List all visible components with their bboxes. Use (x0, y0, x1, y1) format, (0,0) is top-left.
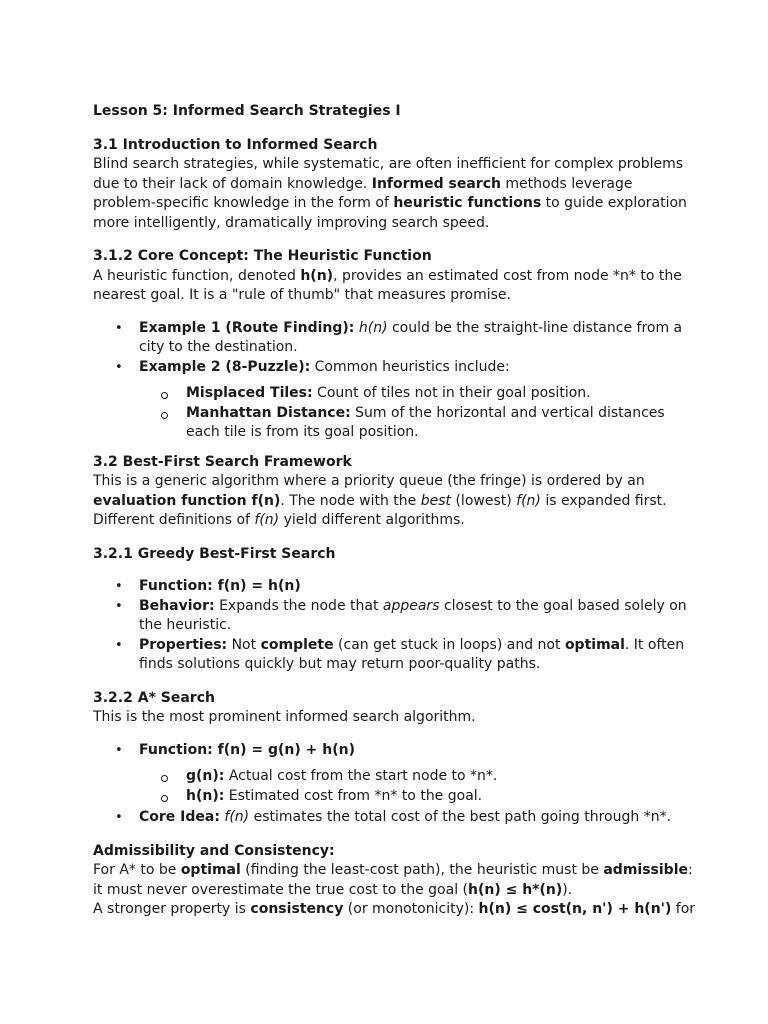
bullet-icon: • (115, 637, 123, 653)
bullet-icon: • (115, 742, 123, 758)
list-item: Misplaced Tiles: Count of tiles not in their goal position. (139, 384, 696, 404)
section-3-2-2-heading: 3.2.2 A* Search (93, 689, 215, 706)
lesson-title: Lesson 5: Informed Search Strategies I (93, 103, 401, 119)
circle-bullet-icon (161, 795, 168, 802)
astar-list (93, 741, 696, 828)
list-item: g(n): Actual cost from the start node to *n*. (139, 767, 696, 787)
section-3-1-2-paragraph: A heuristic function, denoted h(n), provides an estimated cost from node *n* to the nearest goal. It is a "rule of thumb" that measures promise. (93, 267, 682, 303)
section-3-1-heading: 3.1 Introduction to Informed Search (93, 136, 378, 153)
bullet-icon: • (115, 810, 123, 825)
astar-components-list (139, 767, 696, 806)
bullet-icon: • (115, 598, 123, 614)
circle-bullet-icon (161, 775, 168, 782)
section-3-1-paragraph: Blind search strategies, while systematic, are often inefficient for complex problems due to their lack of domain knowledge. Informed search methods leverage problem-specific knowledge in the form of heuristic functions to guide exploration more intelligently, dramatically improving search speed. (93, 156, 687, 231)
puzzle-heuristics-list (139, 384, 696, 443)
admissibility-paragraph: For A* to be optimal (finding the least-cost path), the heuristic must be admissible: it must never overestimate the true cost to the goal (h(n) ≤ h*(n)). (93, 862, 693, 898)
admissibility-heading: Admissibility and Consistency: (93, 842, 335, 859)
greedy-properties-list (93, 577, 696, 675)
bullet-icon: • (115, 320, 123, 336)
list-item: • Behavior: Expands the node that appears closest to the goal based solely on the heuristic. (115, 597, 687, 633)
list-item: • Function: f(n) = h(n) (93, 577, 696, 597)
list-item: • Core Idea: f(n) estimates the total cost of the best path going through *n*. (93, 808, 696, 828)
circle-bullet-icon (161, 392, 168, 399)
list-item: • Function: f(n) = g(n) + h(n) g(n): Actual cost from the start node to *n*. h(n): Estimated cost from *n* to the goal. (93, 741, 696, 807)
list-item: • Example 2 (8-Puzzle): Common heuristics include: Misplaced Tiles: Count of tiles not in their goal position. Manhattan Distance: Sum of the horizontal and vertical distances each tile is from its goal position. (93, 358, 696, 443)
list-item: Manhattan Distance: Sum of the horizontal and vertical distances each tile is from its goal position. (139, 404, 696, 443)
section-3-2-paragraph: This is a generic algorithm where a priority queue (the fringe) is ordered by an evaluation function f(n). The node with the best (lowest) f(n) is expanded first. Different definitions of f(n) yield different algorithms. (93, 473, 667, 528)
section-3-2-1-heading: 3.2.1 Greedy Best-First Search (93, 545, 336, 562)
bullet-icon: • (115, 359, 123, 375)
section-3-1-2-heading: 3.1.2 Core Concept: The Heuristic Function (93, 248, 432, 264)
list-item: • Properties: Not complete (can get stuck in loops) and not optimal. It often finds solutions quickly but may return poor-quality paths. (115, 636, 685, 672)
list-item: • Example 1 (Route Finding): h(n) could be the straight-line distance from a city to the destination. (115, 319, 683, 355)
bullet-icon: • (115, 579, 123, 594)
circle-bullet-icon (161, 412, 168, 419)
section-3-2-2-intro: This is the most prominent informed search algorithm. (93, 709, 476, 725)
heuristic-examples-list (93, 319, 696, 443)
section-3-2-heading: 3.2 Best-First Search Framework (93, 453, 352, 470)
list-item: h(n): Estimated cost from *n* to the goal. (139, 787, 696, 807)
consistency-paragraph: A stronger property is consistency (or monotonicity): h(n) ≤ cost(n, n') + h(n') for (93, 901, 696, 917)
